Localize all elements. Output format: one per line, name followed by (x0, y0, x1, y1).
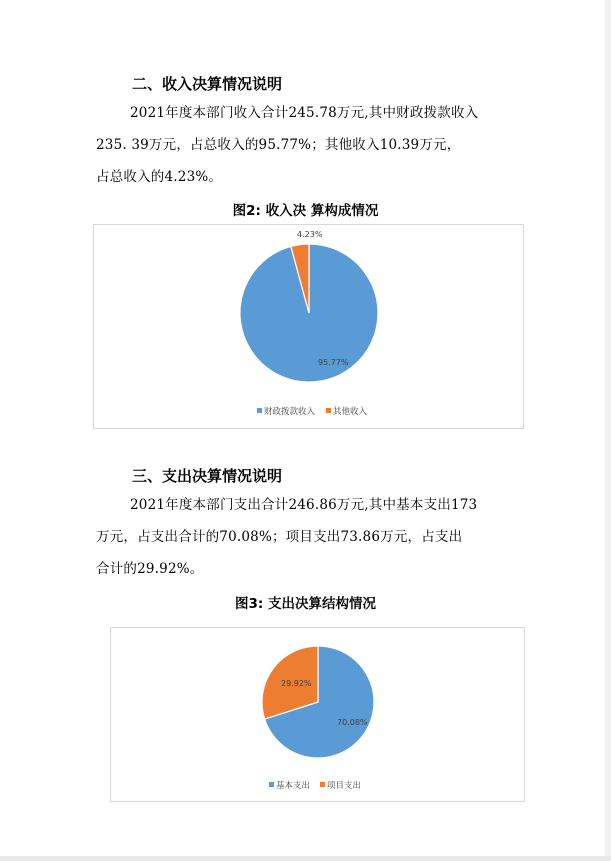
page-edge-bottom (0, 856, 611, 861)
expenditure-pie-chart (110, 627, 525, 802)
legend-swatch-2 (326, 408, 331, 413)
income-pie-svg (94, 225, 523, 428)
pie-data-label-1: 95.77% (318, 358, 349, 367)
pie-data-label-2: 4.23% (297, 230, 323, 239)
legend-label-1: 基本支出 (276, 781, 311, 791)
legend-label-2: 其他收入 (333, 407, 368, 417)
section2-heading: 二、收入决算情况说明 (132, 75, 283, 93)
section2-line-2: 235. 39万元，占总收入的95.77%；其他收入10.39万元， (96, 137, 461, 153)
legend-label-1: 财政拨款收入 (264, 407, 316, 417)
figure2-caption: 图2: 收入决 算构成情况 (232, 203, 379, 219)
legend-swatch-2 (320, 782, 325, 787)
legend-swatch-1 (269, 782, 274, 787)
pie-data-label-1: 70.08% (337, 718, 368, 727)
figure3-caption: 图3: 支出决算结构情况 (235, 596, 376, 612)
expenditure-pie-svg (111, 628, 524, 801)
legend-label-2: 项目支出 (327, 781, 362, 791)
section3-line-3: 合计的29.92%。 (96, 561, 204, 577)
page-edge-right (605, 0, 611, 861)
section3-line-1: 2021年度本部门支出合计246.86万元,其中基本支出173 (130, 497, 478, 513)
section2-line-3: 占总收入的4.23%。 (96, 169, 223, 185)
income-pie-chart (93, 224, 524, 429)
section2-line-1: 2021年度本部门收入合计245.78万元,其中财政拨款收入 (130, 105, 479, 121)
legend-swatch-1 (257, 408, 262, 413)
section3-heading: 三、支出决算情况说明 (132, 467, 283, 485)
pie-data-label-2: 29.92% (281, 679, 312, 688)
section3-line-2: 万元，占支出合计的70.08%；项目支出73.86万元，占支出 (96, 529, 463, 545)
